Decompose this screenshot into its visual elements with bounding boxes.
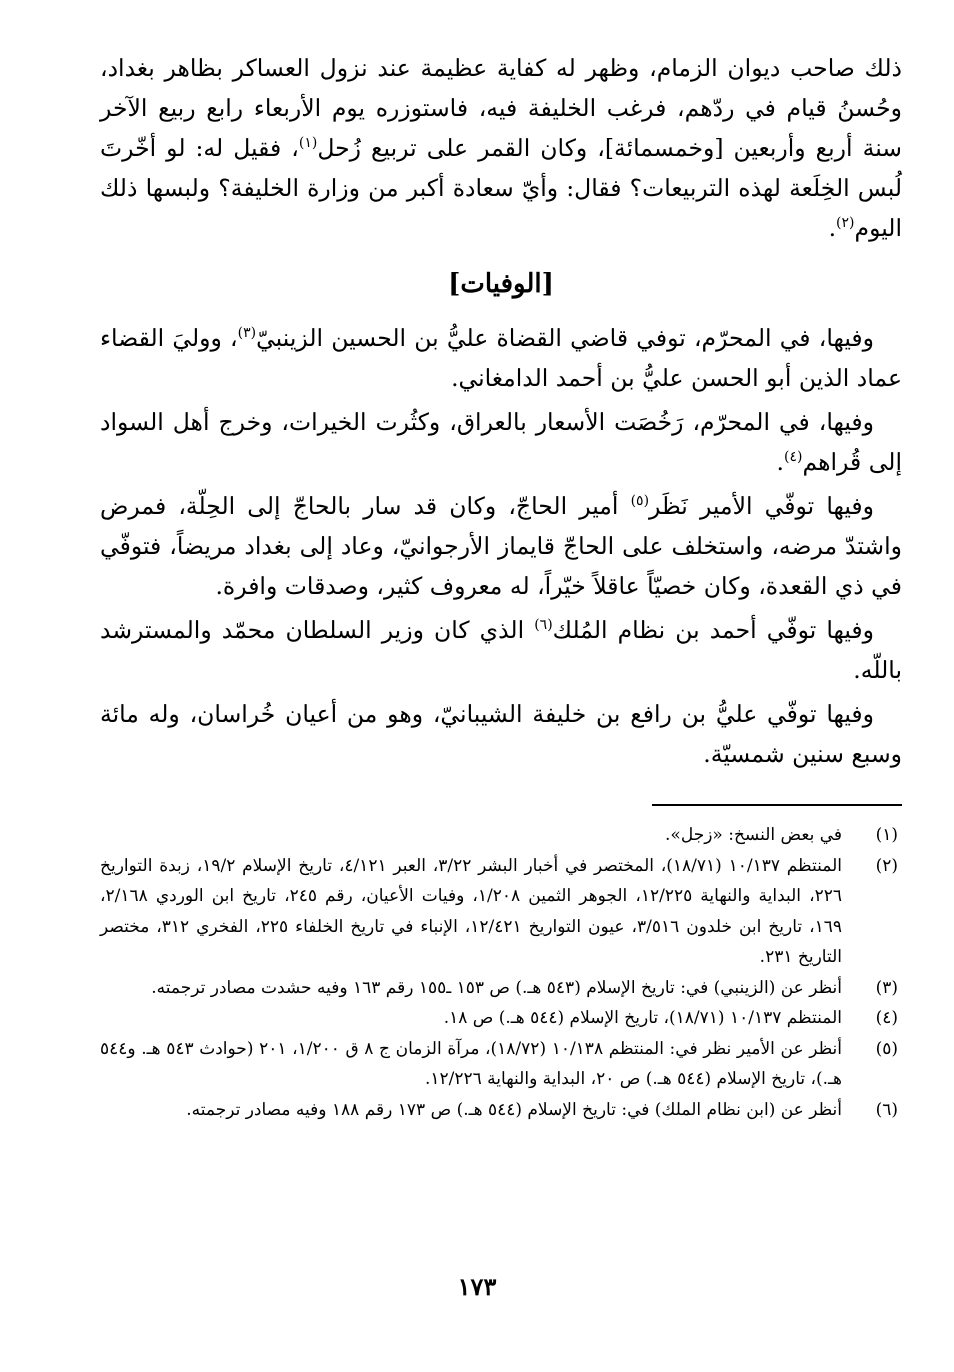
footnote-item: [100, 1003, 902, 1034]
body-paragraph-continuation: ذلك صاحب ديوان الزمام، وظهر له كفاية عظيمة عند نزول العساكر بظاهر بغداد، وحُسنُ قيام في ردّهم، فرغب الخليفة فيه، فاستوزره يوم الأربعاء رابع ربيع الآخر سنة أربع وأربعين [وخمسمائة]، وكان القمر على تربيع زُحل$^{(١)}$، فقيل له: لو أخّرتَ لُبس الخِلَعة لهذه التربيعات؟ فقال: وأيّ سعادة أكبر من وزارة الخليفة؟ ولبسها ذلك اليوم$^{(٢)}$.: [100, 54, 902, 242]
entry-paragraph: وفيها، في المحرّم، رَخُصَت الأسعار بالعراق، وكثُرت الخيرات، وخرج أهل السواد إلى قُراهم$^{(٤)}$.: [100, 408, 902, 476]
footnote-item: [100, 851, 902, 973]
footnote-number: (٣): [875, 977, 898, 998]
footnote-number: (٦): [875, 1099, 898, 1120]
footnote-number: (٢): [875, 855, 898, 876]
footnote-ref-2[interactable]: (٢): [836, 215, 855, 232]
footnote-ref-1[interactable]: (١): [298, 135, 318, 152]
footnotes: [100, 820, 902, 1125]
footnote-separator: [652, 804, 902, 806]
footnote-number: (٤): [875, 1008, 898, 1028]
page-number: ١٧٣: [457, 1272, 497, 1301]
footnote-item: [100, 1095, 902, 1126]
footnote-text: المنتظم ١٠/١٣٧ (١٨/٧١)، تاريخ الإسلام (٥٤٤ هـ.) ص ١٨.: [443, 1008, 842, 1028]
entry-paragraph: وفيها، في المحرّم، توفي قاضي القضاة عليُّ بن الحسين الزينبيّ$^{(٣)}$، ووليَ القضاء عماد الذين أبو الحسن عليُّ بن أحمد الدامغاني.: [100, 324, 902, 392]
footnote-number: (٥): [875, 1038, 898, 1059]
footnote-text: أنظر عن الأمير نظر في: المنتظم ١٠/١٣٨ (١٨/٧٢)، مرآة الزمان ج ٨ ق ١/٢٠٠، ٢٠١ (حوادث ٥٤٣ هـ. و٥٤٤ هـ.)، تاريخ الإسلام (٥٤٤ هـ.) ص ٢٠، البداية والنهاية ١٢/٢٢٦.: [100, 1038, 843, 1089]
footnote-text: في بعض النسخ: «زجل».: [665, 825, 842, 845]
footnote-text: أنظر عن (ابن نظام الملك) في: تاريخ الإسلام (٥٤٤ هـ.) ص ١٧٣ رقم ١٨٨ وفيه مصادر ترجمته.: [186, 1099, 842, 1120]
entry-paragraph: وفيها توفّي عليُّ بن رافع بن خليفة الشيبانيّ، وهو من أعيان خُراسان، وله مائة وسبع سنين شمسيّة.: [100, 700, 902, 768]
footnote-item: [100, 973, 902, 1004]
entry-paragraph: وفيها توفّي أحمد بن نظام المُلك$^{(٦)}$ الذي كان وزير السلطان محمّد والمسترشد باللّه.: [100, 616, 902, 684]
footnote-ref-3[interactable]: (٣): [237, 325, 257, 342]
footnote-text: أنظر عن (الزينبي) في: تاريخ الإسلام (٥٤٣ هـ.) ص ١٥٣ ـ١٥٥ رقم ١٦٣ وفيه حشدت مصادر ترجمته.: [151, 977, 842, 998]
footnote-ref-6[interactable]: (٦): [534, 617, 553, 634]
footnote-text: المنتظم ١٠/١٣٧ (١٨/٧١)، المختصر في أخبار البشر ٣/٢٢، العبر ٤/١٢١، تاريخ الإسلام ١٩/٢، زبدة التواريخ ٢٢٦، البداية والنهاية ١٢/٢٢٥، الجوهر الثمين ١/٢٠٨، وفيات الأعيان، رقم ٢٤٥، تاريخ ابن الوردي ٢/١٦٨، ١٦٩، تاريخ ابن خلدون ٣/٥١٦، عيون التواريخ ١٢/٤٢١، الإنباء في تاريخ الخلفاء ٢٢٥، الفخري ٣١٢، مختصر التاريخ ٢٣١.: [100, 855, 842, 967]
footnote-item: [100, 820, 902, 851]
footnote-item: [100, 1034, 902, 1095]
footnote-ref-5[interactable]: (٥): [630, 493, 650, 510]
footnote-number: (١): [875, 825, 898, 845]
footnote-ref-4[interactable]: (٤): [784, 449, 803, 466]
entry-paragraph: وفيها توفّي الأمير نَظَر$^{(٥)}$ أمير الحاجّ، وكان قد سار بالحاجّ إلى الحِلّة، فمرض واشتدّ مرضه، واستخلف على الحاجّ قايماز الأرجوانيّ، وعاد إلى بغداد مريضاً، فتوفّي في ذي القعدة، وكان خصيّاً عاقلاً خيّراً، له معروف كثير، وصدقات وافرة.: [100, 492, 902, 600]
section-heading: [الوفيات]: [448, 269, 554, 299]
